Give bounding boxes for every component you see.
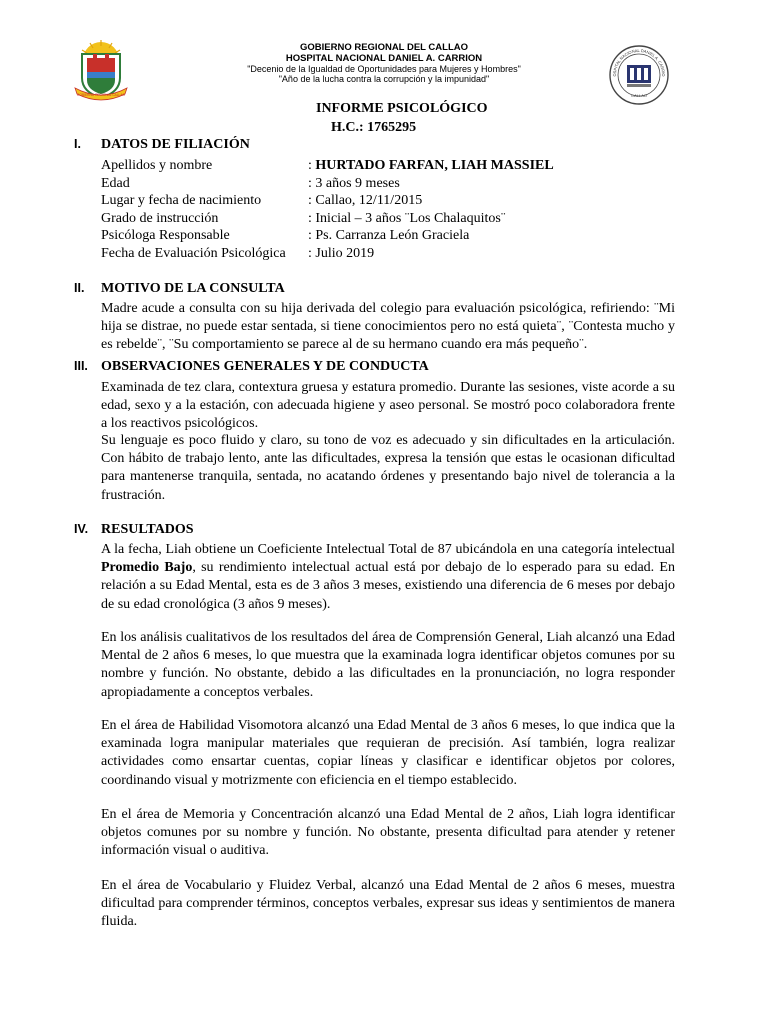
filiation-value: : 3 años 9 meses [308, 175, 400, 191]
filiation-label: Apellidos y nombre [101, 158, 213, 173]
filiation-value: : Inicial – 3 años ¨Los Chalaquitos¨ [308, 210, 506, 226]
results-paragraph-5: En el área de Vocabulario y Fluidez Verbal, alcanzó una Edad Mental de 2 años 6 meses, muestra dificultad para comprender términos, conceptos verbales, expresar sus ideas y sentimientos de manera fluida. [101, 878, 675, 930]
section-number: IV. [74, 522, 89, 536]
results-paragraph-4: En el área de Memoria y Concentración alcanzó una Edad Mental de 2 años, Liah logra identificar objetos comunes por su nombre y función. No obstante, presenta dificultad para atender y retener información visual o auditiva. [101, 807, 675, 859]
letterhead-line-4: "Año de la lucha contra la corrupción y la impunidad" [278, 74, 490, 84]
letterhead-line-2: HOSPITAL NACIONAL DANIEL A. CARRION [285, 53, 483, 64]
filiation-value: : Julio 2019 [308, 245, 375, 261]
observations-paragraph-1: Examinada de tez clara, contextura gruesa y estatura promedio. Durante las sesiones, viste acorde a su edad, sexo y a la estación, con adecuada higiene y aseo personal. Se mostró poco colaboradora frente a los reactivos psicológicos. [101, 380, 675, 432]
section-number: I. [74, 137, 81, 151]
section-number: III. [74, 359, 88, 373]
right-logo-text: OSPITAL NACIONAL DANIEL A. CARRIO [611, 47, 667, 77]
section-title: DATOS DE FILIACIÓN [101, 137, 250, 152]
filiation-value: : Ps. Carranza León Graciela [308, 228, 470, 244]
motivo-paragraph: Madre acude a consulta con su hija derivada del colegio para evaluación psicológica, refiriendo: ¨Mi hija se distrae, no puede estar sentada, si tiene conocimientos pero no está quieta¨, ¨Contesta mucho y es rebelde¨, ¨Su comportamiento se parece al de su hermano cuando era más pequeño¨. [101, 301, 675, 353]
clinical-history-number: H.C.: 1765295 [331, 120, 417, 135]
filiation-label: Grado de instrucción [101, 210, 219, 226]
section-title: MOTIVO DE LA CONSULTA [101, 281, 285, 296]
filiation-value: : HURTADO FARFAN, LIAH MASSIEL [308, 158, 554, 173]
section-title: RESULTADOS [101, 522, 194, 537]
filiation-value: : Callao, 12/11/2015 [308, 193, 423, 209]
category-emphasis: Promedio Bajo [101, 560, 193, 576]
section-number: II. [74, 281, 85, 295]
left-logo-text: GOBIERNO REGIONAL CALLAO [77, 93, 125, 97]
hospital-seal-logo-icon [608, 44, 670, 106]
filiation-label: Fecha de Evaluación Psicológica [101, 245, 286, 261]
results-paragraph-3: En el área de Habilidad Visomotora alcanzó una Edad Mental de 3 años 6 meses, lo que indica que la examinada logra manipular materiales que requieran de precisión. Así también, logra realizar actividades como ensartar cuentas, copiar líneas y clasificar e identificar objetos por colores, coordinando visual y motrizmente con eficiencia en el tiempo establecido. [101, 718, 675, 788]
results-paragraph-1: A la fecha, Liah obtiene un Coeficiente Intelectual Total de 87 ubicándola en una categoría intelectual Promedio Bajo, su rendimiento intelectual actual está por debajo de lo esperado para su edad. En relación a su Edad Mental, esta es de 3 años 3 meses, existiendo una diferencia de 6 meses por debajo de su edad cronológica (3 años 9 meses). [101, 542, 675, 612]
filiation-label: Lugar y fecha de nacimiento [101, 193, 262, 209]
observations-paragraph-2: Su lenguaje es poco fluido y claro, su tono de voz es adecuado y sin dificultades en la articulación. Con hábito de trabajo lento, ante las dificultades, expresa la tensión que estas le ocasionan dificultad para mantenerse tranquila, sentada, no acatando órdenes y presentando bajo nivel de tolerancia a la frustración. [101, 433, 675, 503]
right-logo-sub: CALLAO [631, 93, 647, 98]
letterhead-line-1: GOBIERNO REGIONAL DEL CALLAO [299, 42, 469, 53]
results-paragraph-2: En los análisis cualitativos de los resultados del área de Comprensión General, Liah alcanzó una Edad Mental de 2 años 6 meses, lo que muestra que la examinada logra identificar objetos comunes por su nombre y función. No obstante, debido a las dificultades en la pronunciación, no logra responder apropiadamente a conceptos verbales. [101, 630, 675, 700]
report-title: INFORME PSICOLÓGICO [316, 101, 488, 116]
filiation-label: Edad [101, 175, 130, 191]
filiation-label: Psicóloga Responsable [101, 228, 230, 244]
letterhead-line-3: "Decenio de la Igualdad de Oportunidades para Mujeres y Hombres" [247, 64, 521, 74]
section-title: OBSERVACIONES GENERALES Y DE CONDUCTA [101, 359, 429, 374]
